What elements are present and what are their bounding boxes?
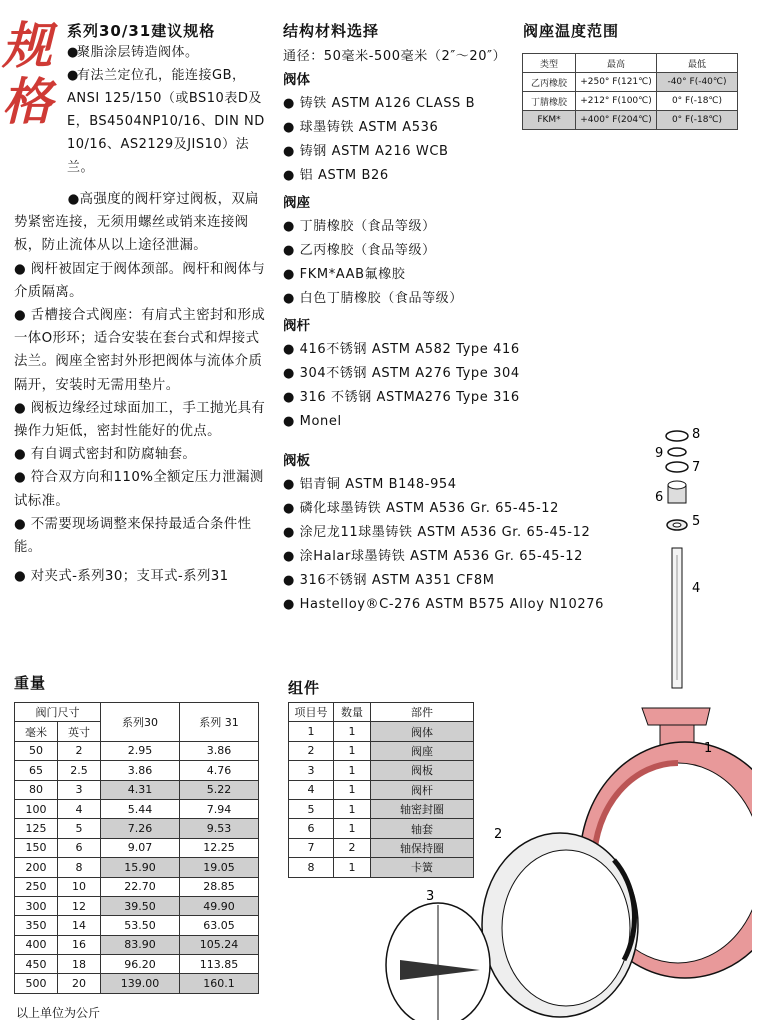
table-cell: 200: [15, 858, 58, 877]
table-cell: 10: [58, 877, 101, 896]
table-cell: 7.94: [180, 799, 259, 818]
table-row: [15, 935, 259, 954]
stem-icon: [672, 548, 682, 688]
spec-paragraph: ● 符合双方向和110%全额定压力泄漏测试标准。: [14, 470, 264, 509]
table-cell: 5: [289, 799, 334, 818]
valve-disc-icon: [386, 903, 490, 1020]
table-cell: 3: [289, 761, 334, 780]
title-char-1: 规: [2, 16, 52, 75]
material-item: ● 铸钢 ASTM A216 WCB: [283, 144, 449, 159]
material-subheading: 阀座: [283, 195, 310, 211]
table-cell: 1: [334, 761, 371, 780]
material-subheading: 阀板: [283, 453, 310, 469]
col-header: 毫米: [15, 722, 58, 741]
material-item: ● 乙丙橡胶（食品等级）: [283, 243, 436, 258]
table-cell: 2: [334, 838, 371, 857]
table-cell: 50: [15, 741, 58, 760]
table-cell: 1: [334, 741, 371, 760]
table-cell: 18: [58, 955, 101, 974]
col-header: 项目号: [289, 703, 334, 722]
table-cell: 4.31: [101, 780, 180, 799]
table-cell: FKM*: [523, 111, 576, 130]
table-cell: 卡簧: [371, 858, 474, 877]
table-cell: 6: [289, 819, 334, 838]
table-cell: 28.85: [180, 877, 259, 896]
drawing-label: 5: [692, 514, 701, 529]
table-cell: 12: [58, 896, 101, 915]
material-item: ● 球墨铸铁 ASTM A536: [283, 120, 439, 135]
table-cell: 8: [58, 858, 101, 877]
spec-paragraph: ● 对夹式-系列30；支耳式-系列31: [14, 569, 229, 585]
table-cell: 3: [58, 780, 101, 799]
material-item: ● 铸铁 ASTM A126 CLASS B: [283, 96, 476, 111]
table-cell: 39.50: [101, 896, 180, 915]
table-cell: 1: [334, 858, 371, 877]
table-cell: 125: [15, 819, 58, 838]
table-cell: 1: [334, 780, 371, 799]
material-item: ● 铝 ASTM B26: [283, 168, 389, 183]
drawing-label: 8: [692, 427, 701, 442]
col-header: 部件: [371, 703, 474, 722]
spec-paragraph: ● 阀杆被固定于阀体颈部。阀杆和阀体与介质隔离。: [14, 261, 266, 300]
table-row: [15, 858, 259, 877]
table-cell: 轴密封圈: [371, 799, 474, 818]
table-cell: 49.90: [180, 896, 259, 915]
spec-heading: 系列30/31建议规格: [67, 22, 216, 40]
size-range: 通径：50毫米-500毫米（2″～20″）: [283, 49, 507, 64]
material-item: ● 白色丁腈橡胶（食品等级）: [283, 291, 463, 306]
table-cell: 100: [15, 799, 58, 818]
table-header-row: [15, 703, 259, 722]
material-item: ● 铝青铜 ASTM B148-954: [283, 477, 457, 492]
table-cell: 63.05: [180, 916, 259, 935]
col-header: 最低: [657, 54, 738, 73]
circlip-icon: [666, 431, 688, 441]
temperature-heading: 阀座温度范围: [523, 22, 620, 40]
title-char-2: 格: [2, 72, 52, 131]
table-row: [15, 780, 259, 799]
table-cell: 3.86: [180, 741, 259, 760]
spec-paragraph: ● 有自调式密封和防腐轴套。: [14, 447, 197, 463]
table-cell: 113.85: [180, 955, 259, 974]
table-cell: 80: [15, 780, 58, 799]
table-cell: 12.25: [180, 838, 259, 857]
material-subheading: 阀杆: [283, 318, 310, 334]
materials-heading: 结构材料选择: [283, 22, 380, 40]
spec-item: ●聚脂涂层铸造阀体。: [67, 45, 199, 60]
table-cell: 0° F(-18℃): [657, 92, 738, 111]
table-cell: +212° F(100℃): [576, 92, 657, 111]
table-cell: 160.1: [180, 974, 259, 993]
table-cell: 105.24: [180, 935, 259, 954]
table-cell: 250: [15, 877, 58, 896]
material-item: ● 丁腈橡胶（食品等级）: [283, 219, 436, 234]
table-cell: 2: [58, 741, 101, 760]
bushing-icon: [668, 481, 686, 503]
table-cell: 20: [58, 974, 101, 993]
table-cell: 丁腈橡胶: [523, 92, 576, 111]
table-row: [15, 799, 259, 818]
table-cell: 阀杆: [371, 780, 474, 799]
col-header: 最高: [576, 54, 657, 73]
spec-paragraph: ● 不需要现场调整来保持最适合条件性能。: [14, 516, 252, 556]
spec-paragraph: ● 舌槽接合式阀座：有肩式主密封和形成一体O形环；适合安装在套台式和焊接式法兰。阀座全密封外形把阀体与流体介质隔开，安装时无需用垫片。: [14, 308, 266, 393]
table-row: [15, 896, 259, 915]
table-cell: 83.90: [101, 935, 180, 954]
table-cell: 9.53: [180, 819, 259, 838]
material-item: ● 涂尼龙11球墨铸铁 ASTM A536 Gr. 65-45-12: [283, 525, 591, 540]
drawing-label: 7: [692, 460, 701, 475]
table-cell: 0° F(-18℃): [657, 111, 738, 130]
table-row: [15, 838, 259, 857]
table-cell: 5.22: [180, 780, 259, 799]
table-row: [15, 819, 259, 838]
table-cell: 1: [334, 799, 371, 818]
material-item: ● Monel: [283, 414, 342, 429]
table-cell: 1: [334, 819, 371, 838]
unit-note: 以上单位为公斤: [16, 1006, 101, 1020]
material-item: ● 涂Halar球墨铸铁 ASTM A536 Gr. 65-45-12: [283, 549, 584, 564]
col-header: 系列 31: [180, 703, 259, 742]
table-row: [15, 877, 259, 896]
spec-section: [67, 20, 267, 179]
table-cell: +250° F(121℃): [576, 73, 657, 92]
drawing-label: 9: [655, 446, 664, 461]
material-item: ● FKM*AAB氟橡胶: [283, 267, 406, 282]
col-header: 阀门尺寸: [15, 703, 101, 722]
table-row: [523, 111, 738, 130]
table-cell: 乙丙橡胶: [523, 73, 576, 92]
table-cell: 7: [289, 838, 334, 857]
table-cell: 150: [15, 838, 58, 857]
components-heading: 组件: [288, 679, 321, 697]
table-cell: 轴保持圈: [371, 838, 474, 857]
drawing-label: 4: [692, 581, 701, 596]
table-cell: -40° F(-40℃): [657, 73, 738, 92]
material-subheading: 阀体: [283, 72, 310, 88]
table-cell: 阀体: [371, 722, 474, 741]
table-cell: 阀板: [371, 761, 474, 780]
table-cell: 阀座: [371, 741, 474, 760]
table-cell: 4: [289, 780, 334, 799]
material-item: ● 316不锈钢 ASTM A351 CF8M: [283, 573, 495, 588]
col-header: 系列30: [101, 703, 180, 742]
table-cell: 2.5: [58, 761, 101, 780]
material-item: ● 316 不锈钢 ASTMA276 Type 316: [283, 390, 520, 405]
material-item: ● 304不锈钢 ASTM A276 Type 304: [283, 366, 520, 381]
drawing-label: 2: [494, 827, 503, 842]
table-cell: 8: [289, 858, 334, 877]
spec-item: ●有法兰定位孔，能连接GB，ANSI 125/150（或BS10表D及E，BS4504NP10/16、DIN ND 10/16、AS2129及JIS10）法兰。: [67, 68, 265, 175]
spec-paragraphs: [14, 188, 270, 588]
table-cell: 1: [334, 722, 371, 741]
spec-paragraph: ●高强度的阀杆穿过阀板，双扁势紧密连接，无须用螺丝或销来连接阀板，防止流体从以上途径泄漏。: [14, 192, 259, 254]
table-cell: 2.95: [101, 741, 180, 760]
table-row: [523, 92, 738, 111]
col-header: 数量: [334, 703, 371, 722]
table-cell: 96.20: [101, 955, 180, 974]
table-row: [15, 741, 259, 760]
weight-heading: 重量: [14, 674, 47, 692]
table-cell: 6: [58, 838, 101, 857]
table-cell: 9.07: [101, 838, 180, 857]
table-row: [15, 955, 259, 974]
table-row: [15, 974, 259, 993]
table-cell: 16: [58, 935, 101, 954]
material-item: ● Hastelloy®C-276 ASTM B575 Alloy N10276: [283, 597, 604, 612]
material-item: ● 416不锈钢 ASTM A582 Type 416: [283, 342, 520, 357]
table-cell: 139.00: [101, 974, 180, 993]
table-cell: 19.05: [180, 858, 259, 877]
spec-paragraph: ● 阀板边缘经过球面加工，手工抛光具有操作力矩低，密封性能好的优点。: [14, 400, 266, 440]
table-cell: 450: [15, 955, 58, 974]
table-cell: 14: [58, 916, 101, 935]
table-cell: 4: [58, 799, 101, 818]
weight-table: [14, 702, 259, 994]
table-cell: 5: [58, 819, 101, 838]
temperature-table: [522, 53, 738, 130]
page-title: [2, 18, 62, 130]
col-header: 英寸: [58, 722, 101, 741]
material-item: ● 磷化球墨铸铁 ASTM A536 Gr. 65-45-12: [283, 501, 559, 516]
drawing-label: 3: [426, 889, 435, 904]
drawing-label: 6: [655, 490, 664, 505]
shaft-seal-icon: [667, 520, 687, 530]
table-cell: 5.44: [101, 799, 180, 818]
table-cell: 350: [15, 916, 58, 935]
table-cell: 4.76: [180, 761, 259, 780]
table-cell: 轴套: [371, 819, 474, 838]
table-cell: 300: [15, 896, 58, 915]
table-cell: 7.26: [101, 819, 180, 838]
table-cell: 3.86: [101, 761, 180, 780]
retaining-ring-icon: [666, 448, 688, 472]
table-cell: 500: [15, 974, 58, 993]
col-header: 类型: [523, 54, 576, 73]
table-cell: 15.90: [101, 858, 180, 877]
table-cell: 400: [15, 935, 58, 954]
table-cell: 22.70: [101, 877, 180, 896]
table-cell: 53.50: [101, 916, 180, 935]
table-cell: +400° F(204℃): [576, 111, 657, 130]
table-row: [523, 73, 738, 92]
table-cell: 2: [289, 741, 334, 760]
table-header-row: [523, 54, 738, 73]
drawing-label: 1: [704, 741, 713, 756]
valve-seat-icon: [482, 833, 638, 1017]
table-cell: 1: [289, 722, 334, 741]
valve-exploded-drawing: [380, 420, 752, 1020]
table-cell: 65: [15, 761, 58, 780]
table-row: [15, 761, 259, 780]
table-row: [15, 916, 259, 935]
